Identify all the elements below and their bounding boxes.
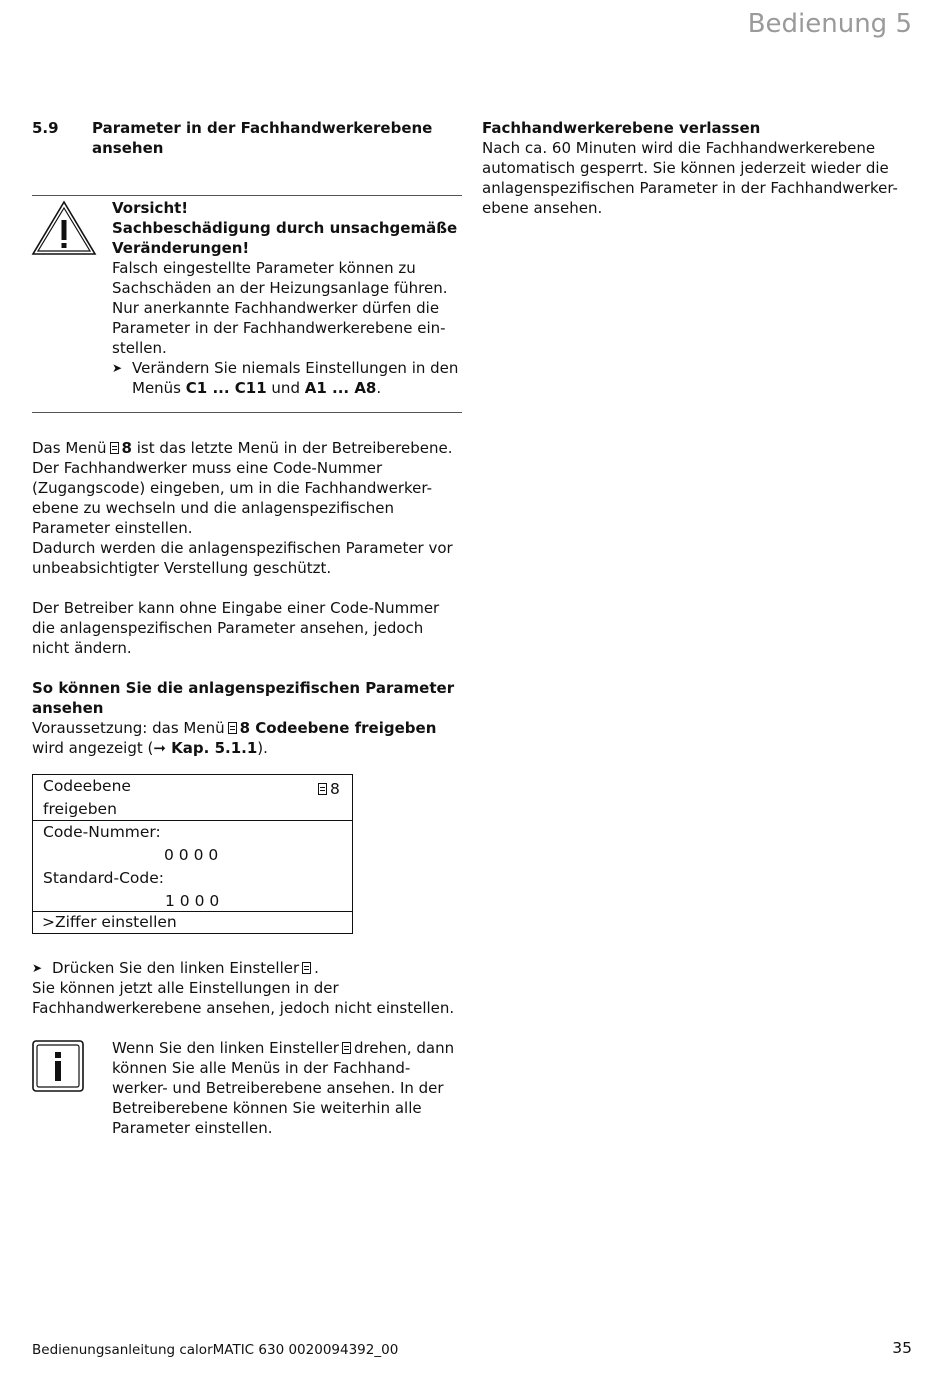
display-standard-value: 1 0 0 0: [165, 892, 220, 910]
howto-heading-2: ansehen: [32, 699, 104, 717]
menu-symbol-icon: [110, 442, 119, 454]
display-footer: >Ziffer einstellen: [42, 913, 177, 931]
info-icon: [32, 1040, 84, 1092]
warning-title: Vorsicht!: [112, 199, 189, 217]
menu-symbol-icon: [342, 1042, 351, 1054]
warning-subtitle-2: Veränderungen!: [112, 239, 250, 257]
step-section: ➤ Drücken Sie den linken Einsteller . Sie können jetzt alle Einstellungen in der Fachhandwerkerebene ansehen, jedoch nicht einstellen.: [32, 958, 464, 1018]
info-notice: Wenn Sie den linken Einsteller drehen, dann können Sie alle Menüs in der Fachhand- werker- und Betreiberebene ansehen. In der Betreiberebene können Sie weiterhin alle Parameter einstellen.: [112, 1039, 455, 1137]
warning-line: Falsch eingestellte Parameter können zu: [112, 259, 416, 277]
intro-paragraph-1: Das Menü 8 ist das letzte Menü in der Betreiberebene. Der Fachhandwerker muss eine Code-Nummer (Zugangscode) eingeben, um in die Fachhandwerker- ebene zu wechseln und die anlagenspezifischen Parameter einstellen. Dadurch werden die anlagenspezifischen Parameter vor unbeabsichtigter Verstellung geschützt.: [32, 439, 453, 577]
chapter-reference: Kap. 5.1.1: [165, 739, 258, 757]
display-title-2: freigeben: [43, 800, 117, 818]
warning-bottom-rule: [32, 412, 462, 413]
warning-line: Sachschäden an der Heizungsanlage führen.: [112, 279, 448, 297]
reference-arrow-icon: ➞: [153, 739, 166, 757]
display-standard-label: Standard-Code:: [43, 869, 165, 887]
chapter-header: Bedienung 5: [747, 9, 912, 39]
footer-document: Bedienungsanleitung calorMATIC 630 0020094392_00: [32, 1342, 399, 1358]
menu-symbol-icon: [228, 722, 237, 734]
howto-section: So können Sie die anlagenspezifischen Parameter ansehen Voraussetzung: das Menü 8 Codeebene freigeben wird angezeigt (➞ Kap. 5.1.1).: [32, 678, 464, 758]
warning-subtitle-1: Sachbeschädigung durch unsachgemäße: [112, 219, 458, 237]
warning-line: Nur anerkannte Fachhandwerker dürfen die: [112, 299, 440, 317]
section-title: Parameter in der Fachhandwerkerebene ansehen: [92, 119, 433, 157]
page-number: 35: [892, 1339, 912, 1357]
section-number: 5.9: [32, 119, 59, 137]
warning-notice: [112, 198, 464, 398]
warning-top-rule: [32, 195, 462, 196]
bullet-arrow-icon: ➤: [32, 961, 43, 975]
warning-instruction: ➤ Verändern Sie niemals Einstellungen in den Menüs C1 ... C11 und A1 ... A8.: [112, 359, 459, 397]
warning-line: Parameter in der Fachhandwerkerebene ein-: [112, 319, 446, 337]
howto-heading: So können Sie die anlagenspezifischen Parameter: [32, 679, 455, 697]
display-code-value: 0 0 0 0: [164, 846, 219, 864]
device-display: [32, 774, 353, 934]
step-instruction: ➤ Drücken Sie den linken Einsteller .: [32, 959, 319, 977]
bullet-arrow-icon: ➤: [112, 361, 123, 375]
display-menu-indicator: 8: [315, 778, 340, 801]
menu-symbol-icon: [318, 783, 327, 795]
menu-symbol-icon: [302, 962, 311, 974]
warning-line: stellen.: [112, 339, 167, 357]
right-column: Fachhandwerkerebene verlassen Nach ca. 60 Minuten wird die Fachhandwerkerebene automatisch gesperrt. Sie können jederzeit wieder die anlagenspezifischen Parameter in der Fachhandwerker- ebene ansehen.: [482, 118, 912, 218]
right-heading: Fachhandwerkerebene verlassen: [482, 119, 761, 137]
display-code-label: Code-Nummer:: [43, 823, 161, 841]
display-title: Codeebene: [43, 777, 131, 795]
warning-triangle-icon: [31, 200, 97, 256]
intro-paragraph-2: Der Betreiber kann ohne Eingabe einer Code-Nummer die anlagenspezifischen Parameter ansehen, jedoch nicht ändern.: [32, 599, 440, 657]
